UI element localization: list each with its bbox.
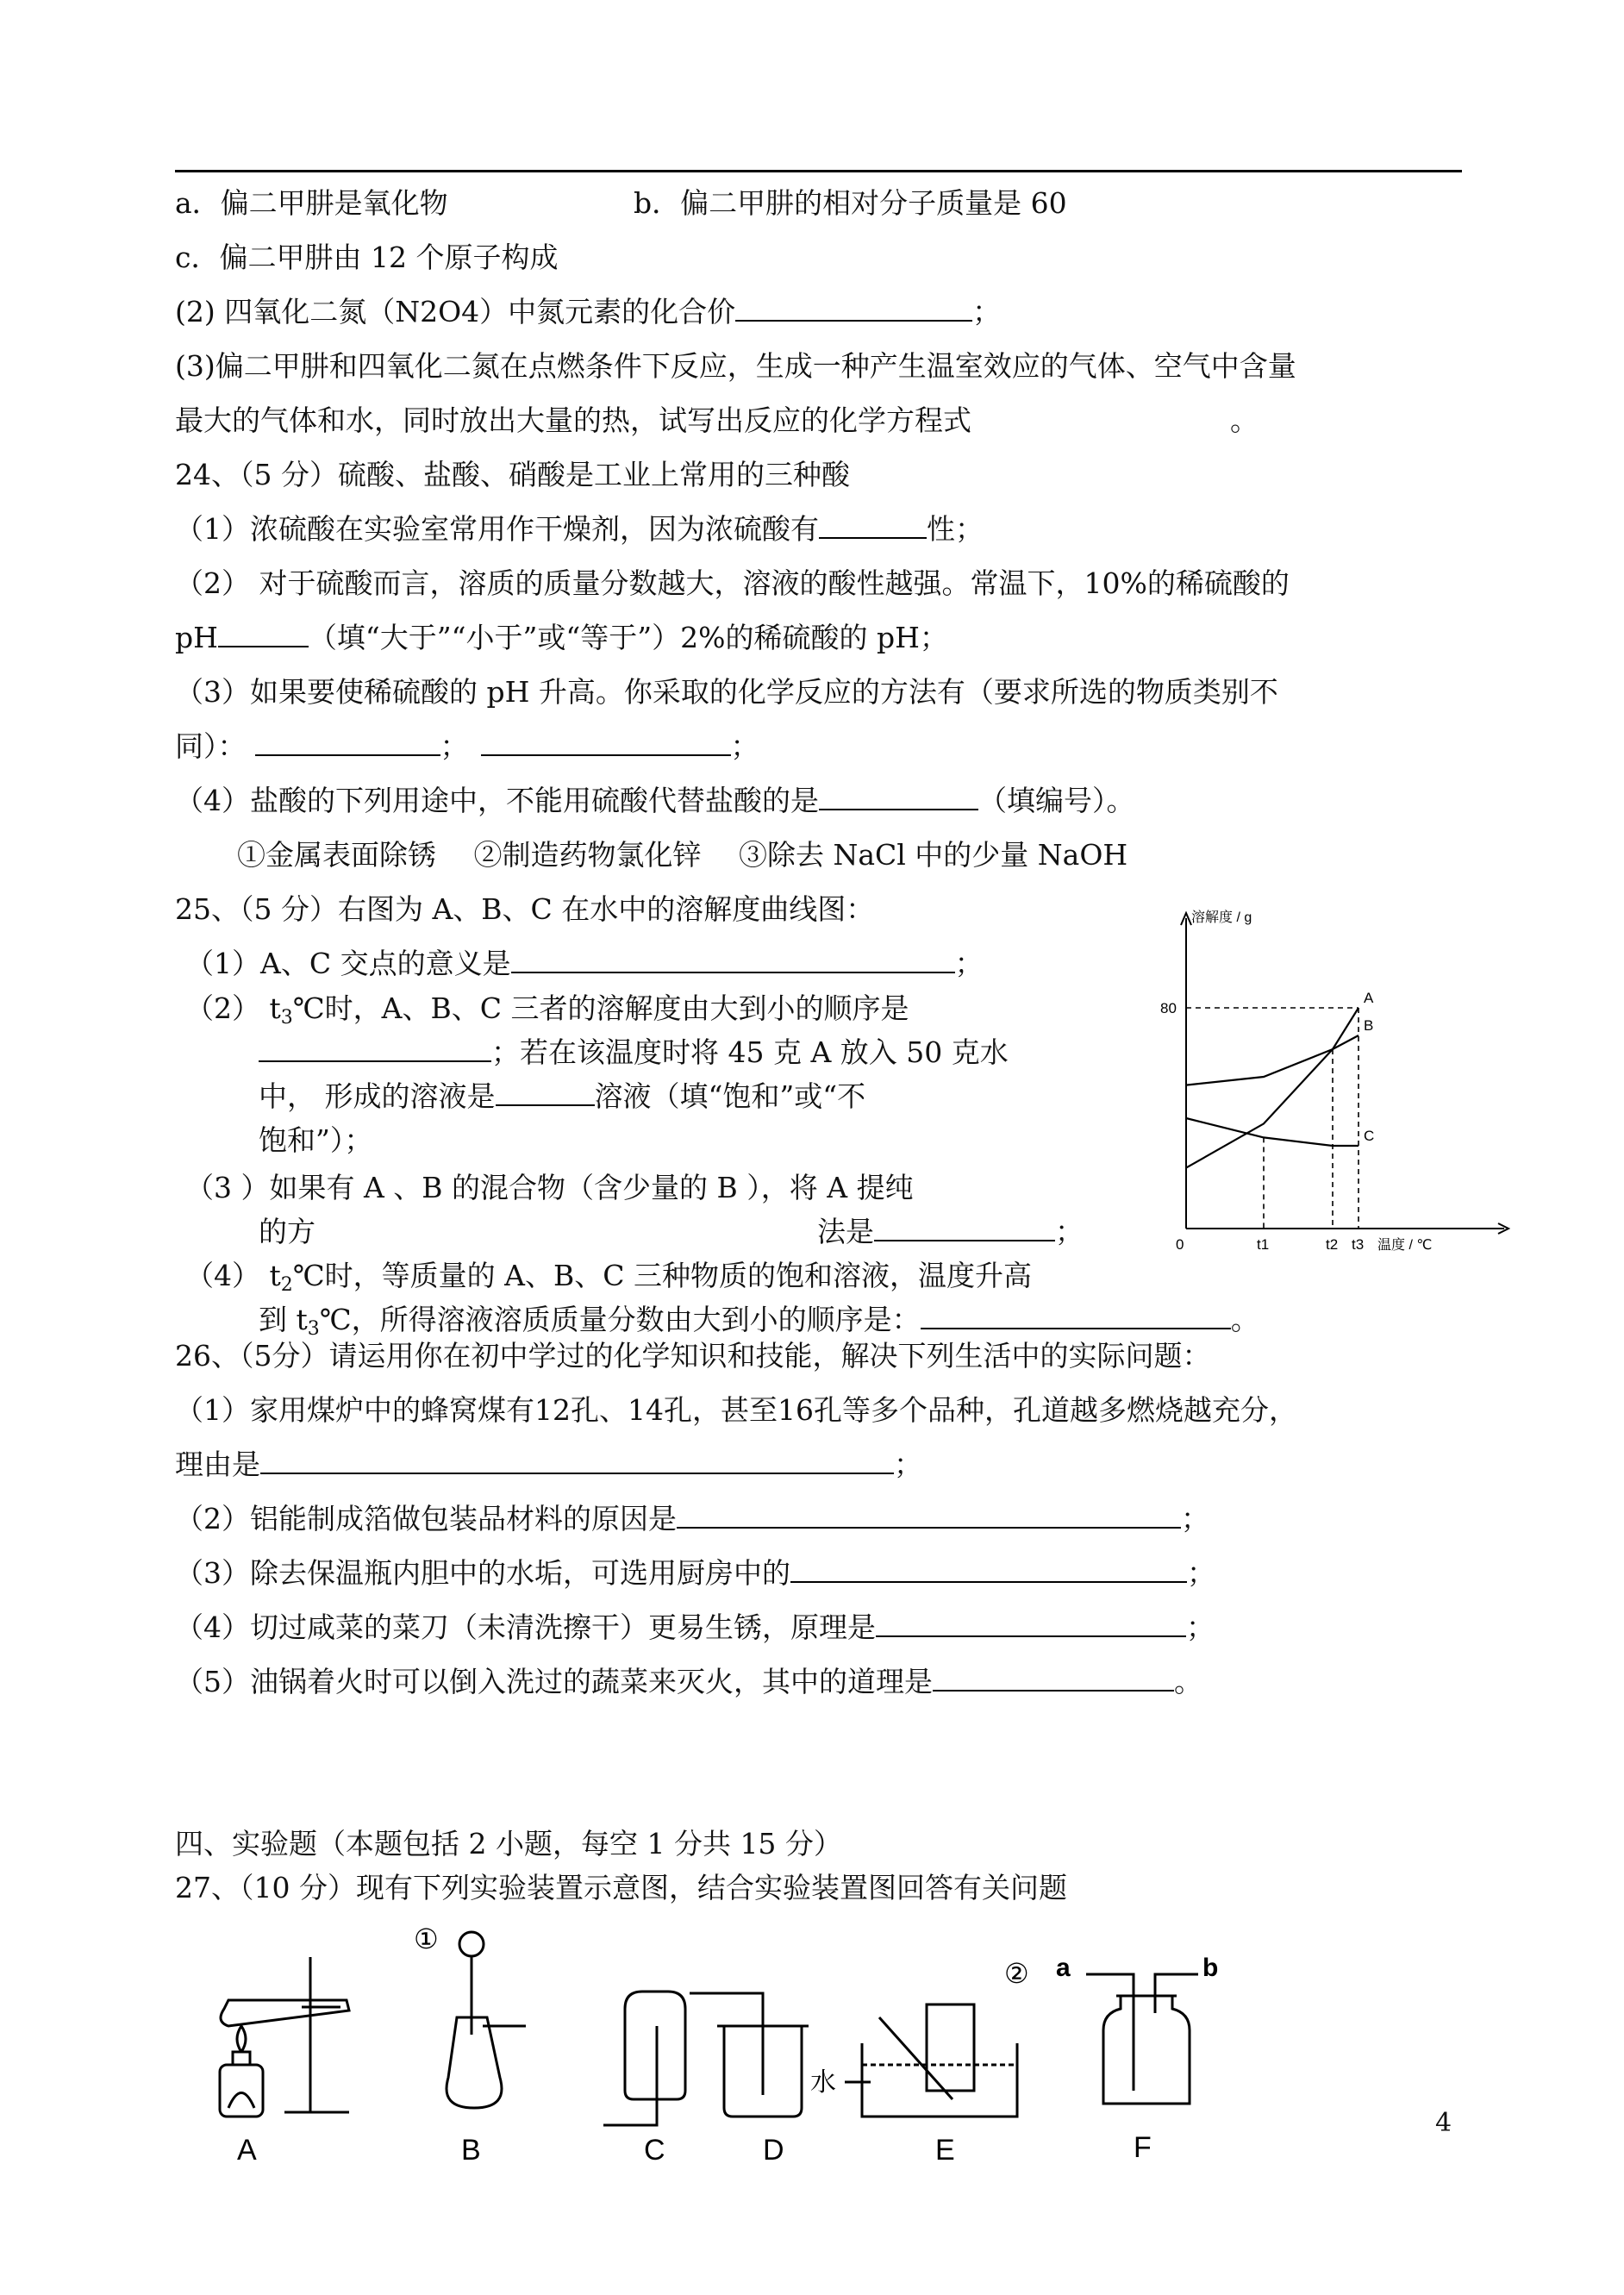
answer-blank[interactable] [677, 1501, 1181, 1529]
q25-part3-line1: （3 ）如果有 A 、B 的混合物（含少量的 B ），将 A 提纯 [185, 1171, 914, 1204]
q23-part2-text: (2) 四氧化二氮（N2O4）中氮元素的化合价 [175, 295, 736, 328]
subscript: 3 [307, 1318, 320, 1340]
q27-title: 27、（10 分）现有下列实验装置示意图，结合实验装置图回答有关问题 [175, 1871, 1067, 1904]
answer-blank[interactable] [819, 511, 927, 539]
q24-part3-line1: （3）如果要使稀硫酸的 pH 升高。你采取的化学反应的方法有（要求所选的物质类别不 [175, 675, 1278, 709]
punct: ； [894, 1448, 922, 1481]
answer-blank[interactable] [511, 946, 955, 973]
q23-option-b: b．偏二甲肼的相对分子质量是 60 [634, 186, 1067, 220]
answer-blank[interactable] [921, 1302, 1231, 1329]
q25-part4-text: （4） t [185, 1259, 281, 1292]
q26-part1-line1: （1）家用煤炉中的蜂窝煤有12孔、14孔，甚至16孔等多个品种，孔道越多燃烧越充分， [175, 1393, 1297, 1427]
answer-blank[interactable] [218, 620, 309, 647]
q25-part4-text: ℃时，等质量的 A、B、C 三种物质的饱和溶液，温度升高 [292, 1259, 1032, 1292]
port-b-label: b [1202, 1954, 1219, 1982]
long-tube-a [1086, 1974, 1134, 2091]
alcohol-lamp [220, 2065, 263, 2117]
q23-part3-line2 [175, 402, 1259, 440]
label-f: F [1134, 2131, 1152, 2164]
q26-part1-line2 [175, 1446, 922, 1484]
apparatus-d [690, 1993, 809, 2117]
q24-part2-text: （填“大于”“小于”或“等于”）2%的稀硫酸的 pH； [308, 621, 948, 654]
q24-part2-line1: （2） 对于硫酸而言，溶质的质量分数越大，溶液的酸性越强。常温下，10%的稀硫酸的 [175, 566, 1290, 600]
lamp-wick [228, 2093, 254, 2109]
q26-title: 26、（5分）请运用你在初中学过的化学知识和技能，解决下列生活中的实际问题： [175, 1339, 1211, 1373]
apparatus-c [603, 1992, 685, 2125]
label-c: C [644, 2134, 665, 2167]
x-tick-t1: t1 [1257, 1236, 1270, 1253]
q25-part2-text: （2） t [185, 991, 281, 1025]
delivery-tube [690, 1993, 763, 2095]
marker-2: ② [1004, 1958, 1029, 1989]
q25-part3-text: 法是 [817, 1215, 874, 1248]
water-trough [862, 2043, 1017, 2117]
header-rule [175, 170, 1462, 172]
q25-part3-line2 [259, 1213, 1084, 1251]
origin-label: 0 [1176, 1236, 1184, 1253]
q25-part2-text: 溶液（填“饱和”或“不 [594, 1079, 866, 1113]
answer-blank[interactable] [790, 1555, 1187, 1583]
answer-blank[interactable] [874, 1214, 1055, 1241]
y-tick-80: 80 [1160, 1000, 1177, 1016]
punct: ； [730, 729, 759, 763]
q26-part5 [175, 1663, 1202, 1701]
y-axis-label: 溶解度 / g [1191, 910, 1252, 925]
q25-part4-text: ℃，所得溶液溶质质量分数由大到小的顺序是： [319, 1303, 921, 1336]
water-label: 水 [810, 2068, 836, 2097]
answer-blank[interactable] [933, 1664, 1174, 1692]
inverted-bottle [625, 1992, 685, 2099]
delivery-tube [879, 2017, 953, 2099]
q23-option-a: a．偏二甲肼是氧化物 [175, 186, 448, 220]
punct: 性； [927, 512, 984, 546]
punct: ； [440, 729, 469, 763]
page-number: 4 [1435, 2108, 1452, 2138]
q24-part2-line2 [175, 619, 948, 657]
q26-part3 [175, 1554, 1215, 1592]
q26-part2-text: （2）铝能制成箔做包装品材料的原因是 [175, 1502, 677, 1535]
apparatus-figure [190, 1914, 1396, 2173]
section4-title: 四、实验题（本题包括 2 小题，每空 1 分共 15 分） [175, 1827, 842, 1860]
apparatus-e [845, 2004, 1017, 2117]
answer-blank[interactable] [255, 729, 440, 756]
label-e: E [935, 2134, 955, 2167]
punct: 。 [1174, 1665, 1202, 1698]
q25-part1-text: （1）A、C 交点的意义是 [185, 947, 511, 980]
flame-icon [237, 2026, 246, 2052]
punct: ； [1055, 1215, 1084, 1248]
punct: 。 [1230, 403, 1259, 437]
q24-part3-text: 同）： [175, 729, 247, 763]
answer-blank[interactable] [481, 729, 731, 756]
q25-part4 [185, 1257, 1032, 1304]
q26-part3-text: （3）除去保温瓶内胆中的水垢，可选用厨房中的 [175, 1556, 790, 1590]
answer-blank[interactable] [260, 1447, 894, 1474]
q25-part2-line2 [259, 1034, 1009, 1072]
label-d: D [763, 2134, 784, 2167]
punct: 。 [1230, 1303, 1259, 1336]
q25-part2-text: ℃时，A、B、C 三者的溶解度由大到小的顺序是 [292, 991, 909, 1025]
short-tube-b [1155, 1974, 1198, 2013]
q23-part2 [175, 293, 1001, 331]
answer-blank[interactable] [735, 294, 972, 322]
q24-part1 [175, 510, 984, 548]
q24-part3-line2 [175, 728, 759, 766]
lamp-cap [233, 2052, 250, 2065]
q26-part5-text: （5）油锅着火时可以倒入洗过的蔬菜来灭火，其中的道理是 [175, 1665, 933, 1698]
punct: ； [1186, 1610, 1215, 1644]
subscript: 3 [280, 1007, 293, 1029]
axes [1181, 913, 1508, 1234]
series-c-curve [1186, 1118, 1359, 1146]
answer-blank[interactable] [876, 1610, 1186, 1637]
q23-part3-text: 最大的气体和水，同时放出大量的热，试写出反应的化学方程式 [175, 403, 971, 437]
q23-option-c: c．偏二甲肼由 12 个原子构成 [175, 241, 559, 274]
punct: ； [972, 295, 1002, 328]
series-a-label: A [1364, 990, 1374, 1006]
q23-part3-line1: (3)偏二甲肼和四氧化二氮在点燃条件下反应，生成一种产生温室效应的气体、空气中含量 [175, 349, 1296, 383]
solubility-chart [1155, 901, 1534, 1263]
q25-part2 [185, 990, 909, 1037]
q25-part2-text: ；若在该温度时将 45 克 A 放入 50 克水 [491, 1035, 1009, 1069]
label-b: B [461, 2134, 481, 2167]
apparatus-f [1086, 1974, 1198, 2104]
series-b-label: B [1364, 1017, 1374, 1034]
q24-title: 24、（5 分）硫酸、盐酸、硝酸是工业上常用的三种酸 [175, 458, 850, 491]
q26-part1-text: 理由是 [175, 1448, 260, 1481]
punct: ； [1187, 1556, 1215, 1590]
subscript: 2 [280, 1274, 293, 1296]
q25-part3-text: 的方 [259, 1215, 315, 1248]
q25-title: 25、（5 分）右图为 A、B、C 在水中的溶解度曲线图： [175, 892, 875, 926]
x-axis-label: 温度 / ℃ [1377, 1238, 1433, 1253]
q26-part4 [175, 1609, 1215, 1647]
answer-blank[interactable] [819, 783, 978, 810]
q24-part4 [175, 782, 1135, 820]
label-a: A [237, 2134, 257, 2167]
punct: ； [1181, 1502, 1209, 1535]
apparatus-b [447, 1932, 526, 2108]
x-tick-t2: t2 [1326, 1236, 1339, 1253]
q25-part4-text: 到 t [259, 1303, 308, 1336]
q24-options: ①金属表面除锈 ②制造药物氯化锌 ③除去 NaCl 中的少量 NaOH [237, 838, 1128, 872]
q25-part2-text: 中， 形成的溶液是 [259, 1079, 496, 1113]
q25-part1 [185, 945, 984, 983]
q24-part1-text: （1）浓硫酸在实验室常用作干燥剂，因为浓硫酸有 [175, 512, 819, 546]
q24-ph-text: pH [175, 621, 218, 654]
q24-part4-text: （4）盐酸的下列用途中，不能用硫酸代替盐酸的是 [175, 784, 819, 817]
marker-1: ① [414, 1923, 439, 1954]
q25-part2-line3 [259, 1078, 865, 1116]
conical-flask [447, 2017, 502, 2108]
wash-bottle [1103, 1996, 1190, 2104]
q26-part2 [175, 1500, 1209, 1538]
answer-blank[interactable] [496, 1079, 595, 1106]
q26-part4-text: （4）切过咸菜的菜刀（未清洗擦干）更易生锈，原理是 [175, 1610, 876, 1644]
q25-part2-line4: 饱和”）； [259, 1123, 373, 1157]
apparatus-a [220, 1957, 349, 2117]
answer-blank[interactable] [259, 1035, 491, 1062]
port-a-label: a [1056, 1954, 1071, 1982]
funnel-bulb [459, 1932, 484, 1956]
test-tube [221, 2000, 349, 2026]
tube [603, 2026, 657, 2125]
punct: ； [954, 947, 984, 980]
x-tick-t3: t3 [1352, 1236, 1365, 1253]
punct: （填编号）。 [978, 784, 1135, 817]
series-c-label: C [1364, 1128, 1375, 1144]
